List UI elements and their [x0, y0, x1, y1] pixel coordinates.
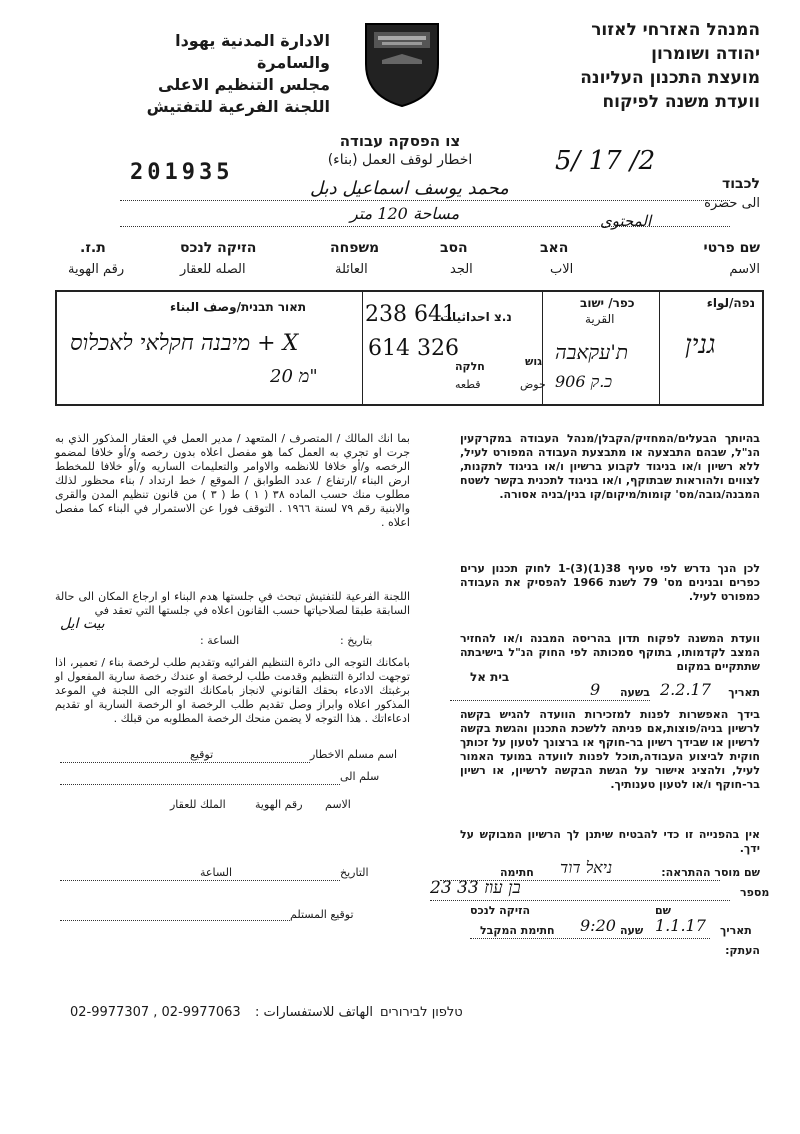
- deliverer-label: שם מוסר ההתראה:: [661, 866, 760, 879]
- header-ar-line-3: مجلس التنظيم الاعلى: [158, 75, 330, 94]
- title-arabic: اخطار لوقف العمل (بناء): [327, 152, 473, 168]
- body-ar-para1: بما انك المالك / المتصرف / المتعهد / مدير العمل في العقار المذكور الذي به جرت او تجري به العمل كما هو مفصل اعلاه بدون رخصه و/أو خلافا لمضمو الرخصه و/أو خلافا للانظمه والاوامر والتعليمات الساريه و/أو خلافا للمخطط ارض البناء /ارتفاع / عدد الطوابق / الموقع / خط ارتداد / بناء محظور لذلك مطلوب منك حسب الماده ٣٨ ( ١ ) ط ( ٣ ) من قانون تنظيم المدن والقرى والابنية رقم ٧٩ لسنة ١٩٦٦ . التوقف فورا عن الاستمرار في البناء كما مفصل اعلاه .: [55, 432, 411, 529]
- header-hebrew: [500, 18, 760, 114]
- coord-2: 614 326: [368, 336, 459, 361]
- footer-time-ar: الساعة: [200, 866, 233, 879]
- label-first-name-he: שם פרטי: [703, 240, 760, 256]
- footer-date-label: תאריך: [720, 924, 752, 937]
- id-hand: 23 בן עוז 33: [430, 878, 521, 898]
- signature-ar: توقيع: [190, 748, 214, 761]
- hand-description: מיבנה חקלאי לאכלוס + X: [70, 331, 299, 356]
- header-ar-line-1: الادارة المدنية يهودا: [175, 31, 330, 50]
- place-ar: بيت ايل: [60, 616, 105, 632]
- body-he-para1: בהיותך הבעלים/המחזיק/הקבלן/מנהל העבודה במקרקעין הנ"ל, שבהם התבצעה או מתבצעת העבודה המפורט לעיל, ללא רשיון ו/או בניגוד לקבוע ברשיון ו/או בניגוד לתקנות, לצווים ולהוראות שבתוקף, ו/או בניגוד לתכנית בקשר לשטח המבנה/גובה/מס' קומות/מיקום/קו בנין/בניה אסורה.: [460, 432, 760, 501]
- label-relation-he: הזיקה לנכס: [180, 240, 257, 256]
- date-label-ar: بتاريخ :: [340, 634, 373, 647]
- col-id-ar: رقم الهوية: [255, 798, 303, 811]
- document-number: 201935: [130, 160, 234, 185]
- place-he: בית אל: [470, 670, 510, 684]
- label-father-ar: الاب: [550, 262, 574, 277]
- handwritten-date: 5/ 17 /2: [555, 146, 656, 176]
- body-he-para5: אין בהפנייה זו כדי להבטיח שיתנן לך הרשיון המבוקש על ידך.: [460, 828, 760, 855]
- label-id-he: ת.ז.: [80, 240, 106, 256]
- col-district: נפה/لواء: [706, 296, 755, 310]
- body-he-para3: וועדת המשנה לפקוח תדון בהריסה המבנה ו/או להחזיר המצב לקדמותו, בתוקף סמכותה לפי החוק הנ"ל בישיבתה שתתקיים במקום: [460, 632, 760, 673]
- name-label: שם: [655, 904, 672, 917]
- phone-numbers: 02-9977307 , 02-9977063: [70, 1005, 241, 1020]
- col-owner-ar: الملك للعقار: [170, 798, 226, 811]
- date-value-he: 2.2.17: [660, 680, 711, 699]
- phone-label-he: טלפון לבירורים: [380, 1005, 463, 1020]
- body-he-para4: בידך האפשרות לפנות למזכירות הוועדה להגיש בקשה לרשיון בניה/פוצות,אם פניתה ללשכת התכנון והגשת בקשה לרשיון או שבידך רשיון בר-חוקף או ברצונך לטעון על זכותך חוקית לביצוע העבודה,תוכל לפנות לוועדה במועד האמור לעיל, ולהציג אישור על הגשת הבקשה לרשיון, או רשיון בר-חוקף ו/או לטעון טענותיך.: [460, 708, 760, 791]
- label-block: גוש: [525, 355, 543, 368]
- recipient-handwritten-name: محمد يوسف اسماعيل دبل: [310, 178, 509, 199]
- id-label: מספר: [740, 886, 770, 899]
- body-he-para2: לכן הנך נדרש לפי סעיף 38(1)(3)-1 לחוק תכנון ערים כפרים ובנינים מס' 79 לשנת 1966 להפסיק את העבודה כמפורט לעיל.: [460, 562, 761, 603]
- recipient-handwritten-line3: المحتوى: [600, 212, 652, 230]
- footer-recv-sig-ar: توقيع المستلم: [290, 908, 354, 921]
- label-parcel: חלקה: [455, 360, 485, 373]
- emblem-icon: [362, 20, 442, 108]
- col-village-ar: القرية: [585, 312, 615, 326]
- coord-1: 238 641: [365, 302, 456, 327]
- header-he-line-1: המנהל האזרחי לאזור: [591, 20, 760, 40]
- hour-value-he: 9: [590, 680, 601, 699]
- col-name-ar: الاسم: [325, 798, 351, 811]
- label-grandfather-he: הסב: [440, 240, 468, 256]
- label-id-ar: رقم الهوية: [68, 262, 125, 277]
- hand-district: גנין: [685, 330, 716, 360]
- header-he-line-4: וועדת משנה לפיקוח: [602, 92, 760, 112]
- hand-village: ת'עקאבה: [555, 340, 629, 364]
- header-ar-line-4: اللجنة الفرعية للتفتيش: [146, 97, 330, 116]
- footer-date-ar: التاريخ: [340, 866, 369, 879]
- label-grandfather-ar: الجد: [450, 262, 473, 277]
- phone-label-ar: الهاتف للاستفسارات :: [255, 1005, 374, 1020]
- label-first-name-ar: الاسم: [729, 262, 760, 277]
- footer-hour-label: שעה: [620, 924, 644, 937]
- hand-village2: כ.ק 906: [555, 372, 613, 391]
- col-village: כפר/ ישוב: [580, 296, 635, 310]
- deliverer-hand: ניאל דוד: [560, 858, 613, 877]
- header-he-line-3: מועצת התכנון העליונה: [580, 68, 760, 88]
- label-plot: قطعه: [455, 378, 481, 391]
- label-father-he: האב: [540, 240, 569, 256]
- body-ar-para2: اللجنة الفرعية للتفتيش تبحث في جلستها هدم البناء او ارجاع المكان الى حالة السابقة طبقا لصلاحياتها حسب القانون اعلاه في جلستها التي تعقد في: [55, 590, 410, 617]
- footer-hour-hand: 9:20: [580, 916, 616, 935]
- label-family-he: משפחה: [330, 240, 380, 256]
- header-he-line-2: יהודה ושומרון: [651, 44, 760, 64]
- to-label-he: לכבוד: [722, 176, 760, 192]
- hour-label-he: בשעה: [620, 686, 650, 699]
- label-basin: حوض: [520, 378, 546, 391]
- header-arabic: [80, 30, 330, 118]
- delivered-to-ar: سلم الى: [340, 770, 380, 783]
- recipient-handwritten-line2: مساحة 120 متر: [350, 204, 460, 223]
- col-coords: נ.צ احداثيات: [440, 310, 512, 324]
- date-label-he: תאריך: [728, 686, 760, 699]
- sign-label: חתימה: [500, 866, 534, 879]
- header-ar-line-2: والسامرة: [256, 53, 330, 72]
- label-family-ar: العائلة: [335, 262, 368, 277]
- copy-label: העתק:: [725, 944, 760, 957]
- title-hebrew: צו הפסקה עבודה: [339, 132, 461, 150]
- label-relation-ar: الصله للعقار: [180, 262, 246, 277]
- col-description: תאור תבנית/وصف البناء: [170, 300, 307, 314]
- hand-description2: 20 מ": [270, 366, 318, 387]
- receiver-sig-label: חתימת המקבל: [480, 924, 555, 937]
- time-label-ar: الساعة :: [200, 634, 240, 647]
- body-ar-para3: بامكانك التوجه الى دائرة التنظيم الفرائيه وتقديم طلب لرخصة بناء / تعمير، اذا توجهت لدائرة التنظيم وقدمت طلب لرخصة او عندك رخصة سارية المفعول او برغبتك الادعاء بحقك القانوني لانجاز بامكانك التوجه الى اللجنة في الموعد المذكور اعلاه وابراز وصل تقديم طلب الرخصة او الرخصة السارية او تقديم ادعاءاتك . هذا التوجه لا يضمن منحك الرخصة المطلوبه من قبلك .: [55, 656, 410, 725]
- to-label-ar: الى حضرة: [704, 196, 760, 211]
- recipient-name-ar: اسم مسلم الاخطار: [310, 748, 398, 761]
- footer-date-hand: 1.1.17: [655, 916, 706, 935]
- relation-label: הזיקה לנכס: [470, 904, 531, 917]
